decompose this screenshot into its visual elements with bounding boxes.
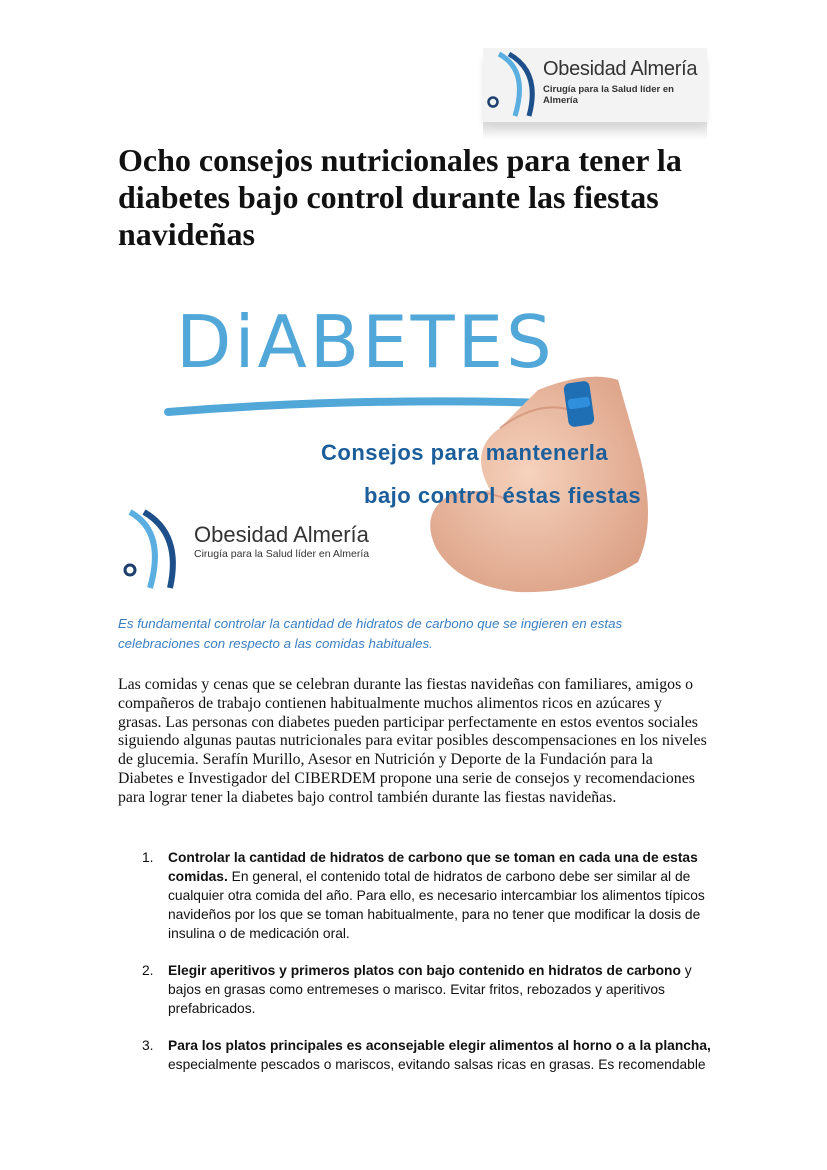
list-item bbox=[118, 848, 718, 943]
list-item-heading: Para los platos principales es aconsejable elegir alimentos al horno o a la plancha, bbox=[168, 1038, 711, 1053]
hero-image bbox=[118, 300, 708, 595]
list-item bbox=[118, 1036, 718, 1074]
list-item-text: y bajos en grasas como entremeses o marisco. Evitar fritos, rebozados y aperitivos prefabricados. bbox=[168, 963, 692, 1016]
hero-caption-line2: bajo control éstas fiestas bbox=[364, 483, 642, 508]
page-title: Ocho consejos nutricionales para tener la diabetes bajo control durante las fiestas navideñas bbox=[118, 142, 682, 252]
hero-logo-brand: Obesidad Almería bbox=[194, 522, 369, 547]
hero-caption-line1: Consejos para mantenerla bbox=[321, 440, 609, 465]
list-item-text: En general, el contenido total de hidratos de carbono debe ser similar al de cualquier otra comida del año. Para ello, es necesario intercambiar los alimentos típicos navideños por los que se toman habitualmente, para no tener que modificar la dosis de insulina o de medicación oral. bbox=[168, 869, 705, 941]
diabetes-headline: DiABETES bbox=[176, 300, 555, 384]
tips-list bbox=[118, 848, 718, 1092]
list-item bbox=[118, 961, 718, 1018]
list-item-text: especialmente pescados o mariscos, evitando salsas ricas en grasas. Es recomendable bbox=[168, 1057, 706, 1072]
logo-brand-name: Obesidad Almería bbox=[543, 58, 698, 80]
logo-reflection bbox=[483, 122, 707, 140]
header-logo bbox=[483, 48, 707, 122]
logo-tagline: Cirugía para la Salud líder en Almería bbox=[543, 84, 674, 106]
hero-logo-tagline: Cirugía para la Salud líder en Almería bbox=[194, 548, 370, 560]
intro-paragraph: Las comidas y cenas que se celebran durante las fiestas navideñas con familiares, amigos o compañeros de trabajo contienen habitualmente muchos alimentos ricos en azúcares y grasas. Las personas con diabetes pueden participar perfectamente en estos eventos sociales siguiendo algunas pautas nutricionales para evitar posibles descompensaciones en los niveles de glucemia. Serafín Murillo, Asesor en Nutrición y Deporte de la Fundación para la Diabetes e Investigador del CIBERDEM propone una serie de consejos y recomendaciones para lograr tener la diabetes bajo control también durante las fiestas navideñas. bbox=[118, 676, 707, 806]
obesidad-almeria-logo-icon bbox=[125, 512, 173, 588]
list-item-number: 3. bbox=[142, 1038, 154, 1053]
obesidad-almeria-logo-icon bbox=[485, 50, 541, 120]
list-item-number: 1. bbox=[142, 850, 154, 865]
list-item-heading: Controlar la cantidad de hidratos de carbono que se toman en cada una de estas comidas. bbox=[168, 850, 698, 884]
lead-caption: Es fundamental controlar la cantidad de hidratos de carbono que se ingieren en estas celebraciones con respecto a las comidas habituales. bbox=[118, 616, 623, 651]
list-item-number: 2. bbox=[142, 963, 154, 978]
list-item-heading: Elegir aperitivos y primeros platos con bajo contenido en hidratos de carbono bbox=[168, 963, 681, 978]
